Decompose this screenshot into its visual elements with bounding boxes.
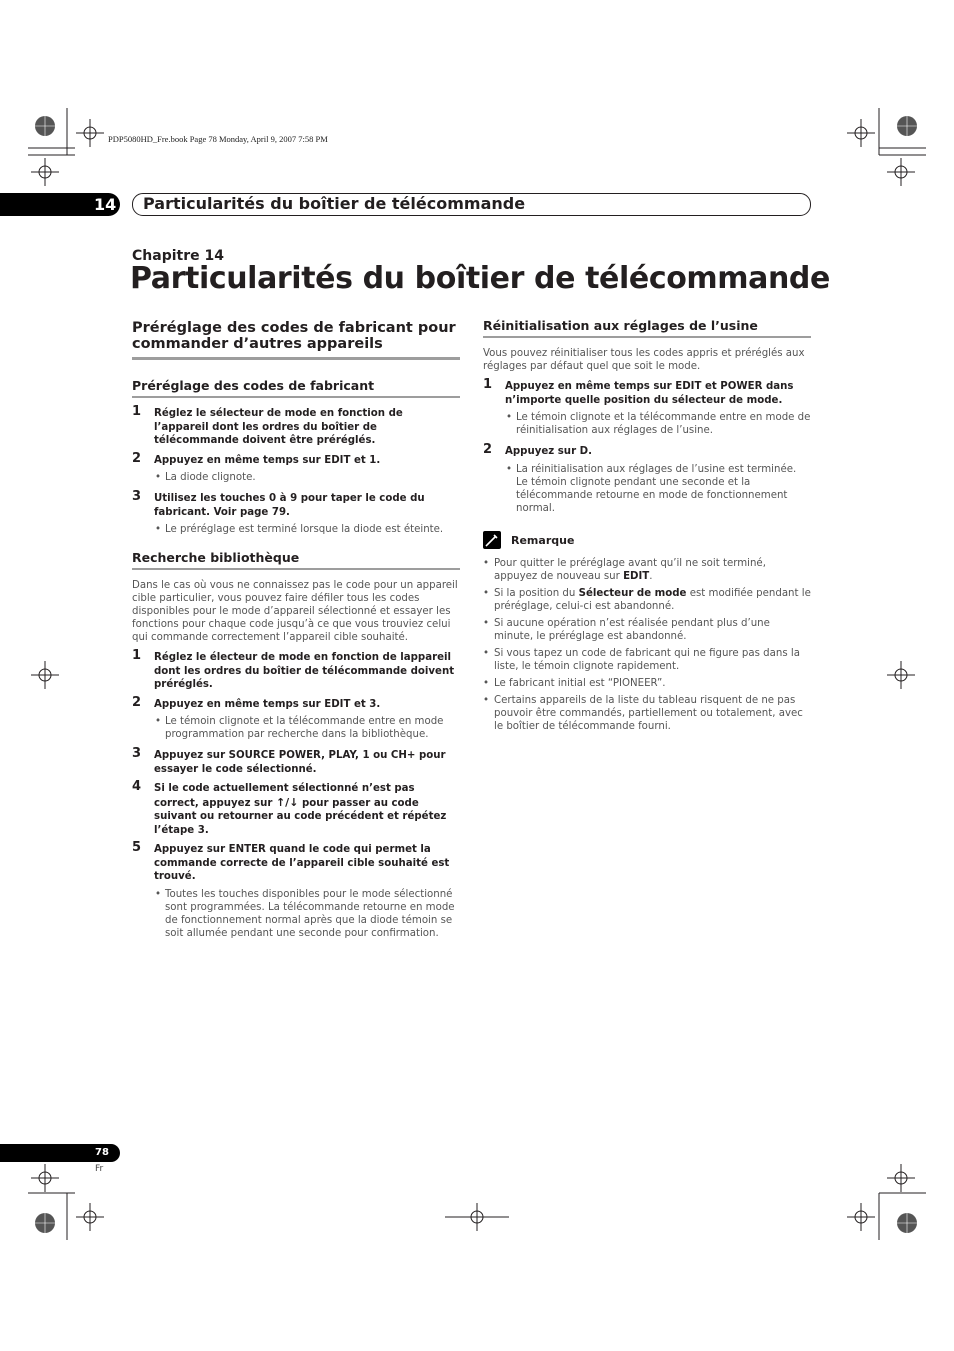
note-item	[483, 557, 811, 583]
bullet: • La diode clignote.	[132, 471, 460, 484]
note-emphasis: Sélecteur de mode	[578, 587, 687, 599]
note-text: est modifiée pendant le préréglage, celui-ci est abandonné.	[494, 587, 811, 612]
subsection-title-reset: Réinitialisation aux réglages de l’usine	[483, 318, 811, 338]
step	[132, 489, 460, 519]
step-number: 2	[132, 694, 142, 710]
left-column	[132, 318, 460, 948]
right-column	[483, 318, 811, 737]
note-item: • Le fabricant initial est “PIONEER”.	[483, 677, 811, 690]
step-text: Appuyez en même temps sur EDIT et POWER dans n’importe quelle position du sélecteur de mode.	[505, 381, 794, 406]
step	[132, 450, 460, 468]
note-pencil-icon	[483, 531, 501, 549]
note-item: • Si vous tapez un code de fabricant qui ne figure pas dans la liste, le témoin clignote rapidement.	[483, 647, 811, 673]
step-number: 5	[132, 840, 142, 855]
step-text: Appuyez sur D.	[505, 446, 592, 457]
step-text: Appuyez sur SOURCE POWER, PLAY, 1 ou CH+ pour essayer le code sélectionné.	[154, 750, 446, 775]
note-text: Pour quitter le préréglage avant qu’il ne soit terminé, appuyez de nouveau sur	[494, 557, 766, 582]
subsection-title-presets: Préréglage des codes de fabricant	[132, 378, 460, 398]
step-number: 1	[132, 648, 142, 663]
step-text: Utilisez les touches 0 à 9 pour taper le code du fabricant. Voir page 79.	[154, 493, 425, 518]
step-number: 1	[132, 404, 142, 419]
step-text: Appuyez en même temps sur EDIT et 3.	[154, 698, 381, 710]
bullet: • Toutes les touches disponibles pour le mode sélectionné sont programmées. La télécommande retourne en mode de fonctionnement normal après que la diode témoin se soit allumée pendant une seconde pour confirmation.	[132, 888, 460, 940]
step	[132, 779, 460, 837]
page-title: Particularités du boîtier de télécommande	[130, 261, 830, 296]
step	[483, 377, 811, 407]
paragraph: Vous pouvez réinitialiser tous les codes appris et préréglés aux réglages par défaut quel que soit le mode.	[483, 348, 805, 372]
bullet: • Le témoin clignote et la télécommande entre en mode de réinitialisation aux réglages de l’usine.	[483, 411, 811, 437]
step-text: Appuyez sur ENTER quand le code qui permet la commande correcte de l’appareil cible souhaité est trouvé.	[154, 844, 450, 882]
step-text: Appuyez en même temps sur EDIT et 1.	[154, 454, 381, 466]
file-info: PDP5080HD_Fre.book Page 78 Monday, April 9, 2007 7:58 PM	[108, 134, 328, 144]
subsection-title-library: Recherche bibliothèque	[132, 550, 460, 570]
step-number: 2	[483, 442, 493, 457]
note-item: • Certains appareils de la liste du tableau risquent de ne pas pouvoir être commandés, partiellement ou totalement, avec le boîtier de télécommande fourni.	[483, 694, 811, 733]
step	[132, 746, 460, 776]
language-code: Fr	[95, 1164, 104, 1174]
note-text: .	[649, 570, 653, 582]
bullet: • Le témoin clignote et la télécommande entre en mode programmation par recherche dans la bibliothèque.	[132, 715, 460, 741]
step-number: 4	[132, 779, 142, 794]
step-text: Réglez le électeur de mode en fonction de lappareil dont les ordres du boîtier de télécommande doivent préréglés.	[154, 652, 455, 690]
page-number-tab	[0, 1144, 120, 1162]
note-item: • Si aucune opération n’est réalisée pendant plus d’une minute, le préréglage est abandonné.	[483, 617, 811, 643]
step-number: 3	[132, 746, 142, 761]
note-title: Remarque	[511, 533, 575, 547]
step	[132, 648, 460, 692]
step	[483, 442, 811, 459]
note-item	[483, 587, 811, 613]
step-number: 3	[132, 489, 142, 504]
section-title: Préréglage des codes de fabricant pour commander d’autres appareils	[132, 318, 460, 360]
paragraph: Dans le cas où vous ne connaissez pas le code pour un appareil cible particulier, vous pouvez faire défiler tous les codes disponibles pour le mode d’appareil sélectionné et essayer les fonctions pour chaque code jusqu’à ce que vous trouviez celui qui commande correctement l’appareil cible souhaité.	[132, 580, 458, 643]
step	[132, 404, 460, 448]
header-title: Particularités du boîtier de télécommande	[143, 194, 526, 213]
chapter-number-tab	[0, 193, 120, 216]
note-emphasis: EDIT	[623, 570, 650, 582]
chapter-label: Chapitre 14	[132, 248, 224, 264]
bullet: • Le préréglage est terminé lorsque la diode est éteinte.	[132, 523, 460, 536]
chapter-number: 14	[94, 195, 117, 214]
running-header	[132, 193, 811, 216]
page-number: 78	[95, 1147, 109, 1158]
step-text: pour passer au code suivant ou retourner au code précédent et répétez l’étape 3.	[154, 797, 447, 836]
up-down-arrow-icon: ↑/↓	[275, 795, 299, 809]
step-number: 2	[132, 450, 142, 466]
step	[132, 840, 460, 884]
step-text: Si le code actuellement sélectionné n’est pas correct, appuyez sur	[154, 783, 415, 809]
note-text: Si la position du	[494, 587, 579, 599]
step-text: Réglez le sélecteur de mode en fonction de l’appareil dont les ordres du boîtier de télécommande doivent être préréglés.	[154, 408, 403, 446]
step	[132, 694, 460, 712]
bullet: • La réinitialisation aux réglages de l’usine est terminée. Le témoin clignote pendant une seconde et la télécommande retourne en mode de fonctionnement normal.	[483, 463, 811, 515]
note-header	[483, 531, 811, 551]
step-number: 1	[483, 377, 493, 392]
